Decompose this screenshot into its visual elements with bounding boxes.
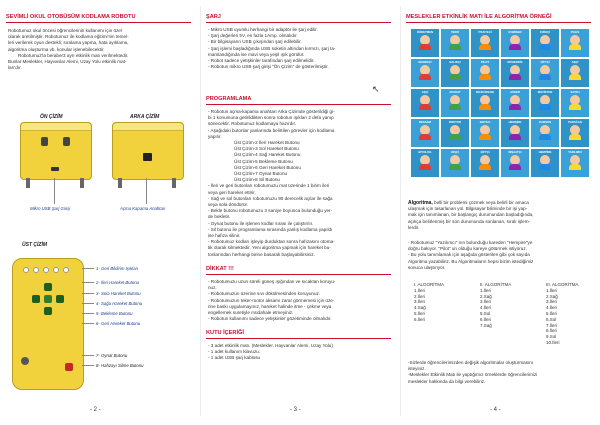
character-body-icon [509,104,521,110]
text-line: - Bu yolu tanımlamak için aşağıda gösterilen gibi çok sayıda [408,252,530,258]
title-underline [206,274,391,275]
mat-tile-label: MÜHENDİS [507,60,523,64]
column-instructions [200,0,400,425]
text-line: - 1 adet USB şarj kablosu [208,355,261,361]
title-underline [6,22,191,23]
text-line: meslekler hakkında da bilgi verebiliriz. [408,378,486,384]
button-list-item: Üst Çizim-4 Sağ Hareket Butonu [234,152,301,158]
text-line: mak için tanımlanan, bir başlangıç durumundan başladığında, [408,212,534,218]
mat-tile [530,88,560,118]
character-body-icon [479,134,491,140]
charge-text [208,27,394,70]
title-underline [206,22,391,23]
text-line: de bekletir. [208,214,231,220]
mat-tile-label: KOMİSER [508,30,522,34]
character-body-icon [479,164,491,170]
algorithm-1-list [414,282,444,323]
back-wheel-right [172,178,176,188]
box-contents-text [208,343,396,362]
mat-tile [530,58,560,88]
text-line: - Bir bilgisayarın USB çıkışından şarj edilebilir. [208,39,302,45]
text-line: lerdir. [408,224,420,230]
power-switch-icon [143,153,152,161]
mat-tile-label: RESSAM [419,120,431,124]
intro-line: algoritma oluşturma vb. konular işlenebilecektir. [8,46,105,52]
character-body-icon [509,134,521,140]
mat-tile-label: YAZILIMCI [568,150,582,154]
feedback-light [33,267,39,273]
character-body-icon [569,164,581,170]
top-view-drawing [12,258,84,390]
text-line: veya sola döndürür. [208,202,249,208]
character-body-icon [479,104,491,110]
usb-label: Mikro USB Şarj Girişi [30,206,71,211]
switch-leader-line [146,178,147,204]
front-wheel-left [26,178,30,188]
character-body-icon [509,44,521,50]
algorithm-step: 7.Sağ [480,322,492,328]
character-body-icon [539,164,551,170]
leader-line [82,355,94,356]
text-line: - İleri ve geri butonları robotumuzu mat üzerinde 1 birim ileri [208,183,330,189]
mat-tile-label: AŞÇI [421,90,429,94]
text-line: - Bekle butonu robotumuzu 3 saniye boyunca bulunduğu yer- [208,208,333,214]
mat-tile-label: EKMEKÇİ [418,60,432,64]
algorithm-2-list [480,282,511,328]
leader-line [82,268,94,269]
text-line: - Robotumuzu uzun süreli güneş ışığından ve sıcaktan koruyu- [208,279,336,284]
mat-tile [500,88,530,118]
backward-button-icon [44,307,52,315]
text-line: ise hafıza silinir. [208,233,241,239]
feedback-light [63,267,69,273]
mat-tile-label: GARSON [538,120,552,124]
character-body-icon [419,74,431,80]
intro-text [8,28,194,71]
mat-tile [440,118,470,148]
character-body-icon [539,104,551,110]
mat-tile-label: DOKTOR [448,120,462,124]
character-body-icon [479,74,491,80]
character-body-icon [449,104,461,110]
mat-tile-label: İTFAİYECİ [478,30,492,34]
text-line: - Şarj işlemi başladığında USB soketin altından kırmızı, şarj ta- [208,45,336,51]
mat-tile [560,88,590,118]
mat-tile [440,28,470,58]
front-view-drawing [20,122,92,180]
mat-tile-label: AVUKAT [449,90,461,94]
charge-title: ŞARJ [206,14,221,20]
text-line: tik olarak silmektedir. Yeni algoritma yapmak için hareket bu- [208,245,331,251]
mat-tile [410,118,440,148]
mat-tile [440,148,470,178]
algorithm-step: 1.İleri [414,287,426,293]
text-line: nuz. [208,285,217,291]
algorithm-step: 7.İleri [546,322,558,328]
character-body-icon [419,134,431,140]
algorithm-step: 5.Sol [480,310,491,316]
device-top [113,123,183,131]
title-underline [406,22,591,23]
mat-tile [470,28,500,58]
character-body-icon [509,164,521,170]
algorithm-step: 2.Sağ [480,293,492,299]
character-body-icon [449,134,461,140]
character-body-icon [419,44,431,50]
button-label-4: 4- Sağa Hareket Butonu [96,301,143,306]
text-line: tonlarından herhangi birine basarak başlayabilirsiniz. [208,251,315,257]
character-body-icon [569,134,581,140]
button-label-6: 6- Geri Hareket Butonu [96,321,141,326]
mat-tile [440,58,470,88]
character-body-icon [419,104,431,110]
text-line: engellemek suretiyle müdahale etmeyiniz. [208,310,294,316]
text-line: - 3 adet etkinlik matı. (Meslekler, Hayvanlar Alemi, Uzay Yolu) [208,343,333,348]
character-body-icon [449,74,461,80]
mat-tile [500,148,530,178]
mat-tile [410,28,440,58]
button-label-8: 8- Hafızayı Silme Butonu [96,363,144,368]
text-line: - Robot sadece yetişkinler tarafından şarj edilmelidir. [208,58,315,64]
cursor-icon: ↖ [372,84,380,94]
mat-tile-label: DİŞÇİ [451,150,459,154]
button-label-1: 1- Geri Bildirim Işıkları [96,266,139,271]
character-body-icon [539,44,551,50]
character-body-icon [569,74,581,80]
button-label-3: 3- Sola Hareket Butonu [96,291,141,296]
leader-line [82,365,94,366]
mat-tile [500,28,530,58]
box-contents-title: KUTU İÇERİĞİ [206,330,244,336]
algorithm-step: 1.İleri [480,287,492,293]
button-label-5: 5- Bekleme Butonu [96,311,133,316]
front-wheel-right [80,178,84,188]
character-body-icon [539,74,551,80]
column-algorithm [400,0,600,425]
back-caption: ARKA ÇİZİM [130,114,160,120]
text-line: bi 1 konumuna getirildikten sonra robotun ışıkları 2 defa yanıp [208,115,334,121]
button-list-item: Üst Çizim-3 Sol Hareket Butonu [234,146,299,152]
algorithm-step: 4.İleri [480,305,492,311]
mat-tile [470,58,500,88]
button-list-item: Üst Çizim-6 Geri Hareket Butonu [234,164,301,170]
algorithm-step: 4.Sağ [414,305,426,311]
character-body-icon [569,44,581,50]
algorithm-step: 10.İleri [546,339,560,345]
mat-tile [470,118,500,148]
intro-line: Robotumuz'la beraber3 ayrı etkinlik matı verilmektedir. [18,52,129,58]
robot-title: SEVİMLİ OKUL OTOBÜSÜM KODLAMA ROBOTU [6,14,136,20]
usb-leader-line [54,178,55,204]
button-list-item: Üst Çizim-5 Bekleme Butonu [234,158,293,164]
title-underline [206,338,391,339]
text-line: - Robotun kullanımı sadece yetişkinler gözetiminde olmalıdır. [208,316,332,322]
text-line: -Meslekler Etkinlik Matı ile yaptığımız örneklerde öğrencilerimizi [408,372,538,378]
button-label-2: 2- İleri Hareket Butonu [96,280,139,285]
switch-label: Açma Kapama Anahtarı [120,206,166,211]
text-line: mamlandığında ise mavi veya yeşil ışık görülür. [208,51,305,57]
warning-text [208,279,396,322]
text-line: isteyiniz. [408,366,426,372]
text-line: - Sağ ve sol butonları robotumuzu 90 derecelik açılar ile sağa [208,195,333,201]
right-button-icon [56,295,64,303]
button-label-7: 7- Oynat Butonu [96,353,128,358]
title-underline [206,104,391,105]
mat-tile [500,58,530,88]
text-line: - Robotun açma-kapama anahtarı Arka Çizimde gösterildiği gi- [208,109,335,114]
mat-tile [530,118,560,148]
intro-line: ları'dır. [8,65,22,71]
text-line: - Robotun mikro USB şarj girişi "Ön Çizim" de gösterilmiştir. [208,64,329,70]
character-body-icon [539,134,551,140]
algorithm-definition [408,200,596,231]
leader-line [82,313,94,314]
back-wheel-left [118,178,122,188]
text-line: - 1 adet kullanım klavuzu. [208,349,261,355]
algorithm-header: III. ALGORİTMA [546,282,579,287]
mat-tile [500,118,530,148]
play-button-icon [21,357,29,365]
leader-line [82,303,94,304]
feedback-light [53,267,59,273]
usb-port-icon [51,167,59,171]
device-top [21,123,91,131]
algorithm-step: 2.İleri [414,293,426,299]
button-list-item: Üst Çizim-8 Sil Butonu [234,177,280,183]
front-caption: ÖN ÇİZİM [40,114,63,120]
mat-tile-label: BİYOLOG [418,150,432,154]
algorithm-header: I. ALGORİTMA [414,282,445,287]
mat-tile-label: BOYACI [479,120,491,124]
mat-tile-label: FİZİKÇİ [540,30,550,34]
algorithm-step: 6.Sol [546,316,557,322]
mat-tile [560,28,590,58]
algorithm-step: 9.Sol [546,334,557,340]
text-line: rine baskı uygulamayınız, hareket halinde itme - çekme veya [208,303,332,309]
mat-tile [560,148,590,178]
text-line: - Mikro USB uyumlu herhangi bir adaptör ile şarj edilir. [208,27,318,32]
text-line: doğru bakıyor. "Pilot" un olduğu kareye götürmek istiyoruz. [408,246,527,252]
algorithm-step: 5.İleri [414,310,426,316]
mat-tile-label: İNŞAATÇI [508,150,522,154]
character-body-icon [569,104,581,110]
page-number: - 4 - [490,407,501,413]
mat-tile-label: PİLOT [480,60,490,64]
algorithm-step: 3.İleri [546,299,558,305]
text-line: veya geri hareket ettirir. [208,189,256,195]
mat-tile-label: MÜZİSYEN [537,90,553,94]
text-line: - Şarj değerleri 5V, en fazla 1Amp. olmalıdır. [208,33,298,39]
left-button-icon [32,295,40,303]
character-body-icon [449,44,461,50]
algorithm-section-title: MESLEKLER ETKİNLİK MATI İLE ALGORİTMA ÖRNEĞİ [406,14,552,20]
left-eye-sensor [41,137,48,146]
mat-tile [560,118,590,148]
mat-tile-label: HEMPİRE [538,150,552,154]
wait-button-icon [44,295,52,303]
algorithm-step: 8.İleri [546,328,558,334]
algorithm-term: Algoritma, [408,200,433,206]
character-body-icon [479,44,491,50]
leader-line [82,293,94,294]
text-line: - Robotumuz "Yazılımcı" nın bulunduğu kareden "Hempire"ye [408,240,533,245]
character-body-icon [419,164,431,170]
text-line: -Sizlerde öğrencilerimizden değişik algoritmalar oluşturmasını [408,360,534,365]
clear-button-icon [65,363,73,371]
algorithm-step: 1.İleri [546,287,558,293]
feedback-light [23,267,29,273]
mat-tile [560,58,590,88]
mat-tile [410,58,440,88]
warning-title: DİKKAT !!! [206,266,234,272]
programming-text [208,109,396,258]
algorithm-step: 4.İleri [546,305,558,311]
text-line: sönecektir. Robotumuz kodlamaya hazırdır. [208,121,297,127]
text-line: belli bir problemi çözmek veya belirli bir amaca [432,200,529,205]
algorithm-header: II. ALGORİTMA [480,282,512,287]
mat-tile [410,148,440,178]
button-list-item: Üst Çizim-7 Oynat Butonu [234,171,288,177]
mat-tile [530,148,560,178]
mat-tile [470,148,500,178]
mat-tile-label: SATICI [570,90,580,94]
page-number: - 3 - [290,407,301,413]
algorithm-step: 5.İleri [546,310,558,316]
mat-tile-label: HEMŞİRE [508,120,522,124]
mat-tile-label: ÇİFTÇİ [480,150,490,154]
text-line: - Robotumuzun teker-motor aksamı zarar görmemesi için üze- [208,297,335,303]
text-line: yapılır. [208,133,222,139]
mat-tile [410,88,440,118]
algorithm-step: 6.İleri [480,316,492,322]
professions-activity-mat [410,28,590,178]
character-body-icon [509,74,521,80]
feedback-light [43,267,49,273]
text-line: - Robotumuzun üzerine sıvı dökülmesinden koruyunuz. [208,291,321,297]
intro-line: leri verilerek oyun destekli; sıralama yapma, hata ayıklama, [8,40,129,46]
mat-tile [440,88,470,118]
column-robot-info [0,0,200,425]
mat-tile-label: BALIKÇI [449,60,461,64]
text-line: Algoritma yazabiliriz. Bu Algoritmaların hepsi bizim istediğimiz [408,258,534,264]
leader-line [82,323,94,324]
intro-line: Bunlar Meslekler, Hayvanlar Alemi, Uzay Yolu etkinlik mat- [8,59,127,65]
algorithm-footer [408,360,596,385]
text-line: sonuca ulaştırıyor. [408,264,446,270]
text-line: - Oynat butonu ile işlenen kodlar sırası ile çalıştırılır. [208,220,314,226]
top-caption: ÜST ÇİZİM [22,242,47,248]
text-line: ulaşmak için tasarlanan yol. Bilgisayar biliminde bir işi yap- [408,206,528,212]
mat-tile [530,28,560,58]
back-view-drawing [112,122,184,180]
intro-line: Robotumuz okul öncesi öğrencilerinin kullanımı için özel [8,28,122,33]
algorithm-step: 2.Sağ [546,293,558,299]
algorithm-example-text [408,240,596,271]
mat-tile-label: ÇİFTÇİ [540,60,550,64]
page-number: - 2 - [90,407,101,413]
programming-title: PROGRAMLAMA [206,96,252,102]
mat-tile-label: BİLİM İNSANI [476,90,494,94]
mat-tile-label: TERZİ [450,30,460,34]
text-line: açıkça belirlenmiş bir son durumunda sonlanan, sıralı işlem- [408,218,531,224]
forward-button-icon [44,283,52,291]
mat-tile-label: PAPAĞAN [568,120,582,124]
mat-tile-label: ASKER [510,90,520,94]
mat-tile-label: ÖĞRETMEN [416,30,434,34]
leader-line [82,282,94,283]
intro-line: olarak üretilmiştir. Robotumuz ile kodlama eğitimi'nin temel- [8,34,129,40]
character-body-icon [449,164,461,170]
algorithm-step: 3.İleri [414,299,426,305]
text-line: - Aşağıdaki butonlar yanlarında belirtilen görevler için kodlama [208,127,335,133]
text-line: - Sil butonu ile programlama sırasında yanlış kodlama yapıldı [208,226,333,232]
button-list-item: Üst Çizim-2 İleri Hareket Butonu [234,140,300,146]
right-eye-sensor [63,137,70,146]
algorithm-step: 3.İleri [480,299,492,305]
algorithm-3-list [546,282,579,346]
algorithm-step: 6.İleri [414,316,426,322]
mat-tile-label: AŞÇI [571,60,579,64]
text-line: - Robotumuz kodları işleyip durduktan sonra hafızasını otoma- [208,239,335,245]
mat-tile [470,88,500,118]
mat-tile-label: POLİS [570,30,580,34]
